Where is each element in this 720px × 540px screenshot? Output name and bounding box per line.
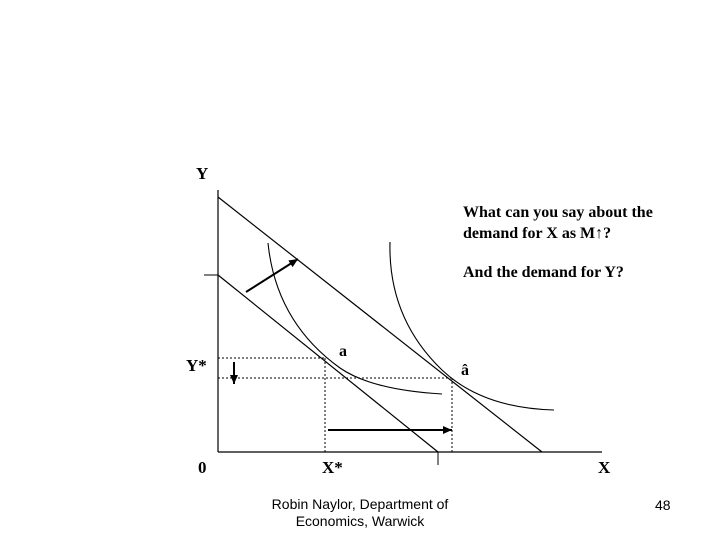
footer-credit: Robin Naylor, Department of Economics, Warwick [271, 496, 449, 529]
question-text [463, 202, 703, 283]
point-a-hat-label: â [461, 362, 469, 379]
page-number: 48 [655, 497, 671, 513]
y-star-label: Y* [186, 356, 207, 375]
budget-shift-arrow [246, 259, 298, 292]
indifference-curve-1 [268, 243, 442, 394]
question-demand-x: What can you say about the demand for X as M↑? [463, 204, 653, 242]
point-a-label: a [339, 343, 347, 360]
x-axis-label: X [598, 458, 611, 477]
budget-line-initial [218, 275, 438, 452]
y-axis-label: Y [196, 164, 209, 183]
origin-label: 0 [198, 458, 207, 477]
question-demand-y: And the demand for Y? [463, 264, 624, 281]
x-star-label: X* [322, 458, 343, 477]
